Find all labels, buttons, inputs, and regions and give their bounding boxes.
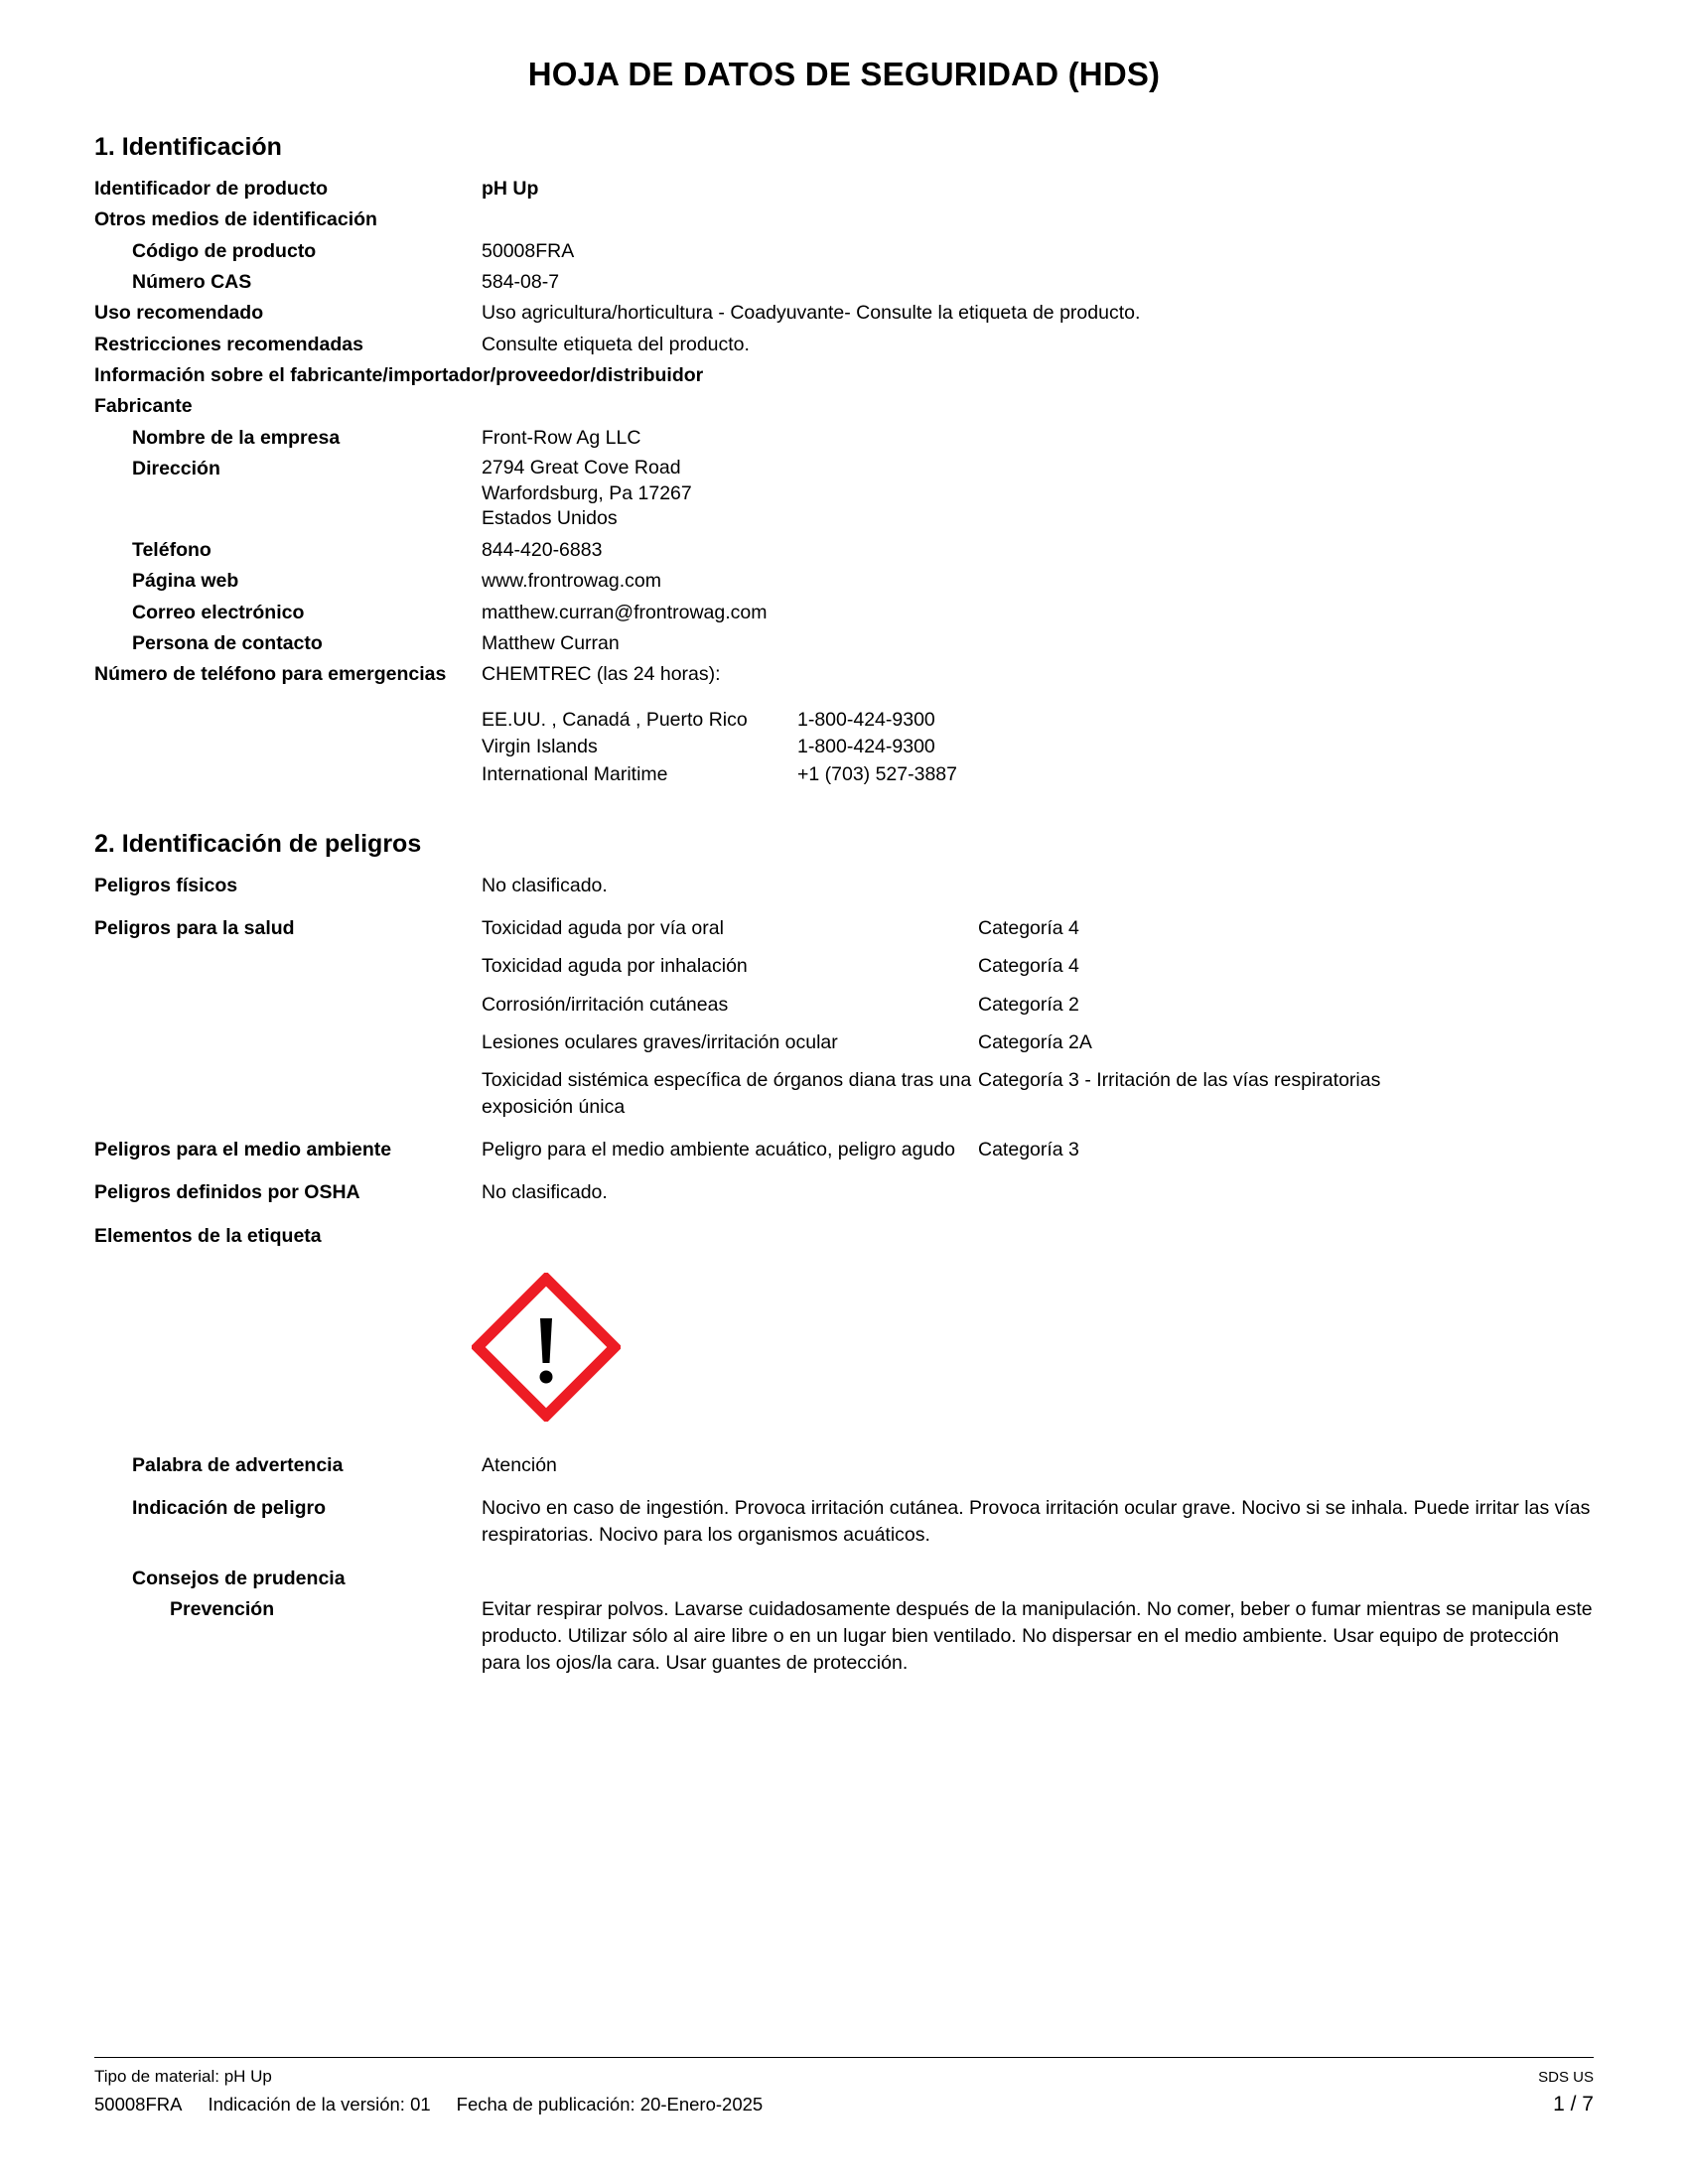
field-label: Fabricante <box>94 395 193 418</box>
hazard-category: Categoría 2 <box>978 993 1079 1016</box>
section-heading-identificacion: 1. Identificación <box>94 133 282 161</box>
field-emergency-phone <box>94 661 1594 790</box>
field-label: Teléfono <box>132 539 211 562</box>
field-label: Persona de contacto <box>132 631 323 654</box>
field-value: Front-Row Ag LLC <box>482 426 641 449</box>
field-value: 584-08-7 <box>482 270 560 293</box>
field-label: Peligros definidos por OSHA <box>94 1181 360 1204</box>
field-label: Restricciones recomendadas <box>94 333 363 355</box>
hazard-category: Categoría 3 <box>978 1138 1079 1160</box>
footer-issue-date: Fecha de publicación: 20-Enero-2025 <box>456 2094 764 2115</box>
hazard-row <box>482 1137 1594 1162</box>
field-label: Peligros físicos <box>94 874 238 896</box>
field-contact-person <box>94 630 1594 656</box>
address-line-1: 2794 Great Cove Road <box>482 456 681 478</box>
spacer <box>94 903 1594 915</box>
field-website <box>94 568 1594 594</box>
field-label: Identificador de producto <box>94 178 329 200</box>
field-value: Evitar respirar polvos. Lavarse cuidadosamente después de la manipulación. No comer, beber o fumar mientras se manipula este producto. Utilizar sólo al aire libre o en un lugar bien ventilado. No dispersar en el medio ambiente. Usar equipo de protección para los ojos/la cara. Usar guantes de protección. <box>482 1598 1593 1675</box>
field-cas-number <box>94 269 1594 295</box>
emergency-row <box>482 762 1594 788</box>
field-precautionary-statement <box>94 1566 1594 1591</box>
field-label: Número CAS <box>132 270 252 293</box>
hazard-description: Corrosión/irritación cutáneas <box>482 993 729 1016</box>
emergency-row <box>482 708 1594 734</box>
hazard-description: Toxicidad aguda por inhalación <box>482 955 748 978</box>
field-hazard-statement <box>94 1495 1594 1549</box>
field-value: pH Up <box>482 178 539 200</box>
emergency-region: International Maritime <box>482 763 668 786</box>
field-manufacturer-info <box>94 362 1594 388</box>
field-other-means <box>94 206 1594 232</box>
field-label: Dirección <box>132 457 220 479</box>
field-recommended-use <box>94 300 1594 326</box>
page-title: HOJA DE DATOS DE SEGURIDAD (HDS) <box>527 56 1161 92</box>
field-label: Prevención <box>170 1598 275 1621</box>
emergency-region: Virgin Islands <box>482 736 598 758</box>
field-osha-hazards <box>94 1179 1594 1205</box>
address-line-2: Warfordsburg, Pa 17267 <box>482 481 692 504</box>
field-value: Matthew Curran <box>482 631 620 654</box>
hazard-row <box>482 1029 1594 1055</box>
field-manufacturer <box>94 393 1594 419</box>
field-label: Indicación de peligro <box>132 1497 327 1520</box>
field-product-code <box>94 238 1594 264</box>
field-value <box>482 915 1594 1132</box>
field-label-elements <box>94 1223 1594 1249</box>
emergency-provider: CHEMTREC (las 24 horas): <box>482 663 721 686</box>
emergency-number: 1-800-424-9300 <box>797 736 935 758</box>
field-company-name <box>94 425 1594 451</box>
field-value: Consulte etiqueta del producto. <box>482 333 750 355</box>
hazard-category: Categoría 2A <box>978 1031 1092 1054</box>
hazard-category: Categoría 4 <box>978 955 1079 978</box>
hazard-description: Toxicidad sistémica específica de órganos diana tras una exposición única <box>482 1069 972 1118</box>
field-label: Uso recomendado <box>94 302 264 325</box>
hazard-description: Lesiones oculares graves/irritación ocular <box>482 1031 838 1054</box>
field-email <box>94 600 1594 625</box>
footer-meta-group <box>94 2094 788 2116</box>
field-address <box>94 456 1594 532</box>
footer-row-top <box>94 2067 1594 2087</box>
field-label: Código de producto <box>132 239 317 262</box>
field-label: Correo electrónico <box>132 601 305 623</box>
emergency-number: 1-800-424-9300 <box>797 708 935 731</box>
field-value: Nocivo en caso de ingestión. Provoca irritación cutánea. Provoca irritación ocular grave. Nocivo si se inhala. Puede irritar las vías respiratorias. Nocivo para los organismos acuáticos. <box>482 1497 1591 1547</box>
hazard-row <box>482 915 1594 941</box>
section-heading-peligros: 2. Identificación de peligros <box>94 829 422 858</box>
emergency-region: EE.UU. , Canadá , Puerto Rico <box>482 708 748 731</box>
field-label: Elementos de la etiqueta <box>94 1224 322 1247</box>
field-value: No clasificado. <box>482 874 608 896</box>
field-label: Otros medios de identificación <box>94 208 377 231</box>
field-label: Peligros para el medio ambiente <box>94 1138 392 1160</box>
exclamation-mark-ghs-pictogram-icon <box>472 1273 621 1422</box>
hazard-row <box>482 953 1594 979</box>
field-label: Información sobre el fabricante/importador/proveedor/distribuidor <box>94 363 704 386</box>
hazard-description: Toxicidad aguda por vía oral <box>482 917 724 940</box>
spacer <box>94 1483 1594 1495</box>
field-value: Uso agricultura/horticultura - Coadyuvante- Consulte la etiqueta de producto. <box>482 302 1141 325</box>
field-prevention <box>94 1596 1594 1677</box>
hazard-category: Categoría 3 - Irritación de las vías respiratorias <box>978 1069 1381 1092</box>
field-value: Atención <box>482 1453 557 1476</box>
footer-divider <box>94 2057 1594 2058</box>
hazard-category: Categoría 4 <box>978 917 1079 940</box>
field-value: 50008FRA <box>482 239 575 262</box>
footer-product-code: 50008FRA <box>94 2094 183 2115</box>
field-value <box>482 456 1594 532</box>
spacer <box>482 688 1594 708</box>
field-value: www.frontrowag.com <box>482 570 661 593</box>
hazard-row <box>482 1067 1594 1120</box>
address-line-3: Estados Unidos <box>482 507 618 530</box>
footer-material-type: Tipo de material: pH Up <box>94 2067 272 2086</box>
emergency-row <box>482 735 1594 760</box>
field-product-identifier <box>94 176 1594 202</box>
field-label: Consejos de prudencia <box>132 1568 346 1590</box>
spacer <box>94 1211 1594 1223</box>
field-label: Página web <box>132 570 239 593</box>
field-value: 844-420-6883 <box>482 539 603 562</box>
ghs-pictogram-container <box>94 1273 1594 1427</box>
spacer <box>94 1554 1594 1566</box>
field-phone <box>94 537 1594 563</box>
field-restrictions <box>94 332 1594 357</box>
field-value: No clasificado. <box>482 1181 608 1204</box>
footer-row-bottom <box>94 2093 1594 2116</box>
page-footer <box>94 2057 1594 2122</box>
footer-sds-region: SDS US <box>1538 2069 1594 2086</box>
field-value: matthew.curran@frontrowag.com <box>482 601 768 623</box>
field-health-hazards <box>94 915 1594 1132</box>
field-physical-hazards <box>94 873 1594 898</box>
field-label: Palabra de advertencia <box>132 1453 344 1476</box>
emergency-number: +1 (703) 527-3887 <box>797 763 957 786</box>
field-label: Peligros para la salud <box>94 917 295 940</box>
hazard-description: Peligro para el medio ambiente acuático, peligro agudo <box>482 1138 955 1160</box>
field-signal-word <box>94 1452 1594 1478</box>
field-label: Número de teléfono para emergencias <box>94 663 447 686</box>
field-label: Nombre de la empresa <box>132 426 341 449</box>
hazard-row <box>482 992 1594 1018</box>
footer-page-number: 1 / 7 <box>1553 2093 1594 2116</box>
field-environmental-hazards <box>94 1137 1594 1174</box>
field-value <box>482 1137 1594 1174</box>
footer-version: Indicación de la versión: 01 <box>208 2094 431 2115</box>
field-value <box>482 661 1594 790</box>
